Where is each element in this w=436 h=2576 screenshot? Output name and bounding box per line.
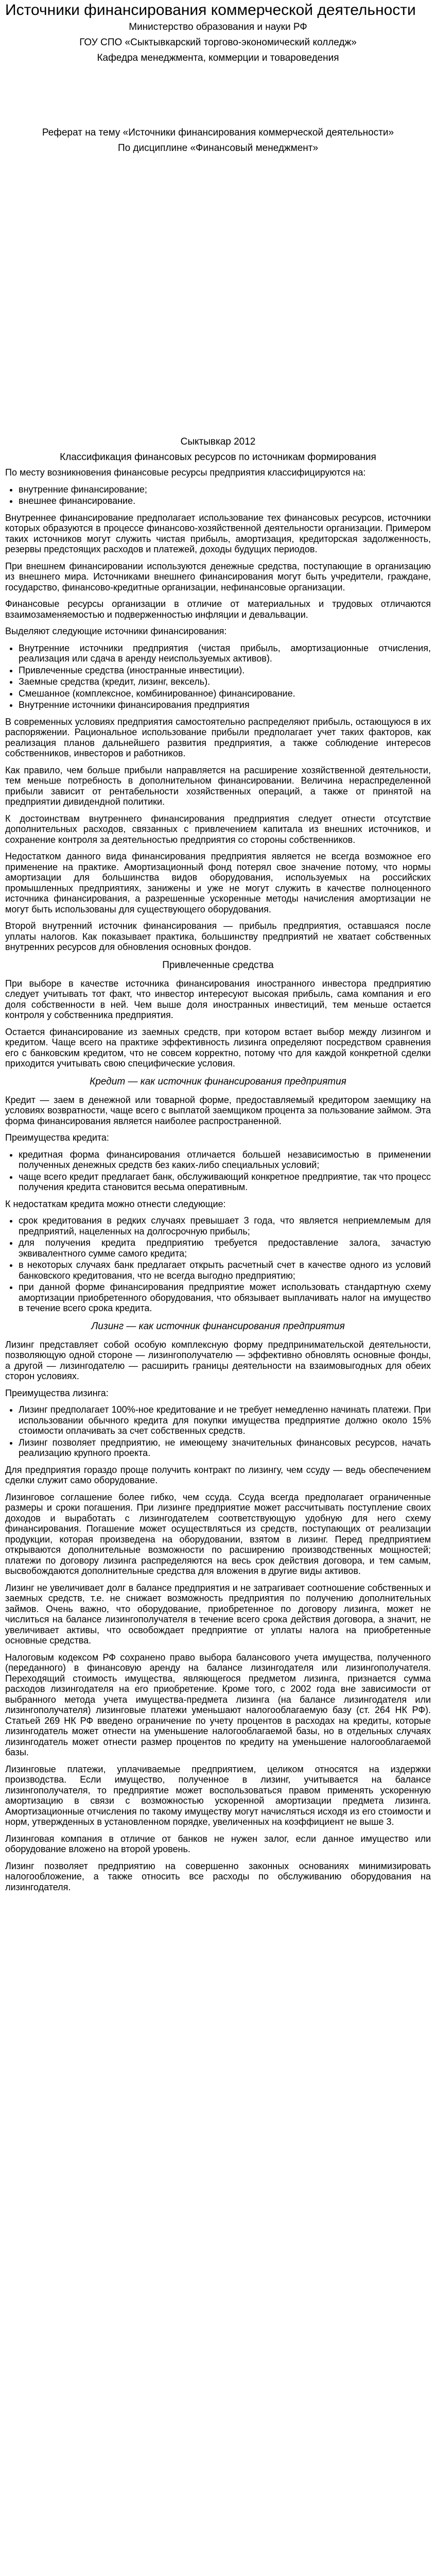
list-item: • Лизинг предполагает 100%-ное кредитование и не требует немедленно начинать платежи. При использовании обычного кредита для покупки имущества предприятие должно около 15% стоимости оплачивать за счет собственных средств. [19,1404,431,1436]
paragraph: При внешнем финансировании используются денежные средства, поступающие в организацию из внешнего мира. Источниками внешнего финансирования могут быть учредители, граждане, государство, финансово-кредитные организации, нефинансовые организации. [5,561,431,592]
list-item: • Внутренние источники предприятия (чистая прибыль, амортизационные отчисления, реализация или сдача в аренду неиспользуемых активов). [19,643,431,664]
paragraph: Финансовые ресурсы организации в отличие от материальных и трудовых отличаются взаимозаменяемостью и подверженностью инфляции и девальвации. [5,599,431,620]
list-item: • чаще всего кредит предлагает банк, обслуживающий конкретное предприятие, так что процесс получения кредита становится весьма оперативным. [19,1172,431,1193]
paragraph: При выборе в качестве источника финансирования иностранного инвестора предприятию следует учитывать тот факт, что инвестор интересуют высокая прибыль, сама компания и его доля собственности в ней. Чем выше доля иностранных инвестиций, тем меньше остается контроля у собственника предприятия. [5,978,431,1020]
paragraph: Лизинговая компания в отличие от банков не нужен залог, если данное имущество или оборудование вложено на второй уровень. [5,1833,431,1854]
list-item: • в некоторых случаях банк предлагает открыть расчетный счет в качестве одного из условий банковского кредитования, что не всегда выгодно предприятию; [19,1260,431,1281]
paragraph: Остается финансирование из заемных средств, при котором встает выбор между лизингом и кредитом. Чаще всего на практике эффективность лизинга определяют посредством сравнения его с банковским кредитом, что не совсем корректно, потому что для каждой конкретной сделки приходится учитывать свою специфические условия. [5,1026,431,1069]
paragraph: Лизинговое соглашение более гибко, чем ссуда. Ссуда всегда предполагает ограниченные размеры и сроки погашения. При лизинге предприятие может рассчитывать поступление своих доходов и выработать с лизингодателем соответствующую удобную для него схему финансирования. Погашение может осуществляться из средств, поступающих от реализации продукции, которая произведена на оборудовании, взятом в лизинг. Перед предприятием открываются дополнительные возможности по расширению производственных мощностей; платежи по договору лизинга распределяются на весь срок действия договора, и тем самым, высвобождаются дополнительные средства для вложения в другие виды активов. [5,1492,431,1576]
paragraph: Налоговым кодексом РФ сохранено право выбора балансового учета имущества, полученного (переданного) в финансовую аренду на балансе лизингодателя или лизингополучателя. Переходящий стоимость имущества, являющегося предметом лизинга, признается сумма расходов лизингодателя на его приобретение. Кроме того, с 2002 года вне зависимости от выбранного метода учета имущества-предмета лизинга (на балансе лизингодателя или лизингополучателя) лизинговые платежи уменьшают налогооблагаемую базу (ст. 264 НК РФ). Статьей 269 НК РФ введено ограничение по учету процентов в расходах на кредиты, которые лизингодатель может отнести на уменьшение налогооблагаемой базы, но в отдельных случаях лизингодатель может отнести размер процентов по кредиту на уменьшение налогооблагаемой базы. [5,1652,431,1757]
ministry-line: Министерство образования и науки РФ [129,22,307,32]
discipline-line: По дисциплине «Финансовый менеджмент» [117,143,319,154]
list-item: • внутренние финансирование; [19,484,431,495]
section-heading-credit: Кредит — как источник финансирования предприятия [90,1076,346,1087]
list-item: • Смешанное (комплексное, комбинированное) финансирование. [19,688,431,699]
report-topic-line: Реферат на тему «Источники финансирования коммерческой деятельности» [42,127,394,138]
bullet-list [5,1404,431,1459]
paragraph: Преимущества лизинга: [5,1387,109,1398]
paragraph: Выделяют следующие источники финансирования: [5,626,227,636]
section-heading-attracted-funds: Привлеченные средства [162,959,274,971]
paragraph: Лизинг не увеличивает долг в балансе предприятия и не затрагивает соотношение собственных и заемных средств, т.е. не снижает возможность предприятия по получению дополнительных займов. Очень важно, что оборудование, приобретенное по договору лизинга, может не числиться на балансе лизингополучателя в течение всего срока действия договора, а значит, не увеличивает активы, что освобождает предприятие от уплаты налога на приобретенные основные средства. [5,1582,431,1646]
paragraph: В современных условиях предприятия самостоятельно распределяют прибыль, остающуюся в их распоряжении. Рациональное использование прибыли предполагает учет таких факторов, как реализация планов дальнейшего развития предприятия, а также соблюдение интересов собственников, инвесторов и работников. [5,716,431,758]
paragraph: Преимущества кредита: [5,1132,109,1143]
bullet-list [5,484,431,506]
list-item: • кредитная форма финансирования отличается большей независимостью в применении полученных денежных средств без каких-либо специальных условий; [19,1149,431,1171]
list-item: • Лизинг позволяет предприятию, не имеющему значительных финансовых ресурсов, начать реализацию крупного проекта. [19,1437,431,1459]
college-line: ГОУ СПО «Сыктывкарский торгово-экономический колледж» [79,37,357,48]
paragraph: Недостатком данного вида финансирования предприятия является не всегда возможное его применение на практике. Амортизационный фонд потерял свое значение потому, что нормы амортизации для большинства видов оборудования, используемых на российских промышленных предприятиях, занижены и уже не могут служить в качестве полноценного источника финансирования, а разрешенные ускоренные методы начисления амортизации не могут быть использованы для существующего оборудования. [5,851,431,914]
paragraph: Лизинг позволяет предприятию на совершенно законных основаниях минимизировать налогообложение, а также относить все расходы по обслуживанию оборудования на лизингодателя. [5,1860,431,1892]
city-year: Сыктывкар 2012 [180,436,256,447]
bullet-list [5,1215,431,1314]
paragraph: По месту возникновения финансовые ресурсы предприятия классифицируются на: [5,467,366,478]
list-item: • для получения кредита предприятию требуется предоставление залога, зачастую эквивалентного сумме самого кредита; [19,1238,431,1259]
paragraph: Лизинговые платежи, уплачиваемые предприятием, целиком относятся на издержки производства. Если имущество, полученное в лизинг, учитывается на балансе лизингополучателя, то предприятие может воспользоваться правом применять ускоренную амортизацию в связи с возможностью ускоренной амортизации предмета лизинга. Амортизационные отчисления по такому имуществу могут начисляться исходя из его стоимости и норм, утвержденных в установленном порядке, увеличенных на коэффициент не выше 3. [5,1764,431,1827]
paragraph: Как правило, чем больше прибыли направляется на расширение хозяйственной деятельности, тем меньше потребность в дополнительном финансировании. Величина нераспределенной прибыли зависит от рентабельности хозяйственных операций, а также от принятой на предприятии дивидендной политики. [5,765,431,807]
paragraph: Кредит — заем в денежной или товарной форме, предоставляемый кредитором заемщику на условиях возвратности, чаще всего с выплатой заемщиком процента за пользование займом. Эта форма финансирования является наиболее распространенной. [5,1094,431,1126]
document-page [5,0,431,1899]
paragraph: Лизинг представляет собой особую комплексную форму предпринимательской деятельности, позволяющую одной стороне — лизингополучателю — эффективно обновлять основные фонды, а другой — лизингодателю — расширить границы деятельности на взаимовыгодных для обеих сторон условиях. [5,1339,431,1381]
paragraph: Внутреннее финансирование предполагает использование тех финансовых ресурсов, источники которых образуются в процессе финансово-хозяйственной деятельности организации. Примером таких источников могут служить чистая прибыль, амортизация, кредиторская задолженность, резервы предстоящих расходов и платежей, доходы будущих периодов. [5,512,431,554]
section-heading-leasing: Лизинг — как источник финансирования предприятия [91,1320,345,1332]
list-item: • срок кредитования в редких случаях превышает 3 года, что является неприемлемым для предприятий, нацеленных на долгосрочную прибыль; [19,1215,431,1236]
paragraph: Для предприятия гораздо проще получить контракт по лизингу, чем ссуду — ведь обеспечением сделки служит само оборудование. [5,1464,431,1485]
department-line: Кафедра менеджмента, коммерции и товароведения [97,53,339,63]
list-item: • Внутренние источники финансирования предприятия [19,700,431,710]
section-title: Классификация финансовых ресурсов по источникам формирования [60,452,376,463]
paragraph: К недостаткам кредита можно отнести следующие: [5,1198,226,1209]
paragraph: Второй внутренний источник финансирования — прибыль предприятия, оставшаяся после уплаты налогов. Как показывает практика, большинству предприятий не хватает собственных внутренних ресурсов для обновления основных фондов. [5,921,431,952]
list-item: • внешнее финансирование. [19,496,431,506]
bullet-list [5,1149,431,1193]
paragraph: К достоинствам внутреннего финансирования предприятия следует отнести отсутствие дополнительных расходов, связанных с привлечением капитала из внешних источников, и сохранение контроля за деятельностью предприятия со стороны собственников. [5,813,431,845]
list-item: • Заемные средства (кредит, лизинг, вексель). [19,676,431,687]
document-title: Источники финансирования коммерческой деятельности [5,2,416,19]
list-item: • Привлеченные средства (иностранные инвестиции). [19,665,431,676]
bullet-list [5,643,431,710]
list-item: • при данной форме финансирования предприятие может использовать стандартную схему амортизации приобретенного оборудования, что обязывает выплачивать налог на имущество в течение всего срока кредита. [19,1282,431,1314]
